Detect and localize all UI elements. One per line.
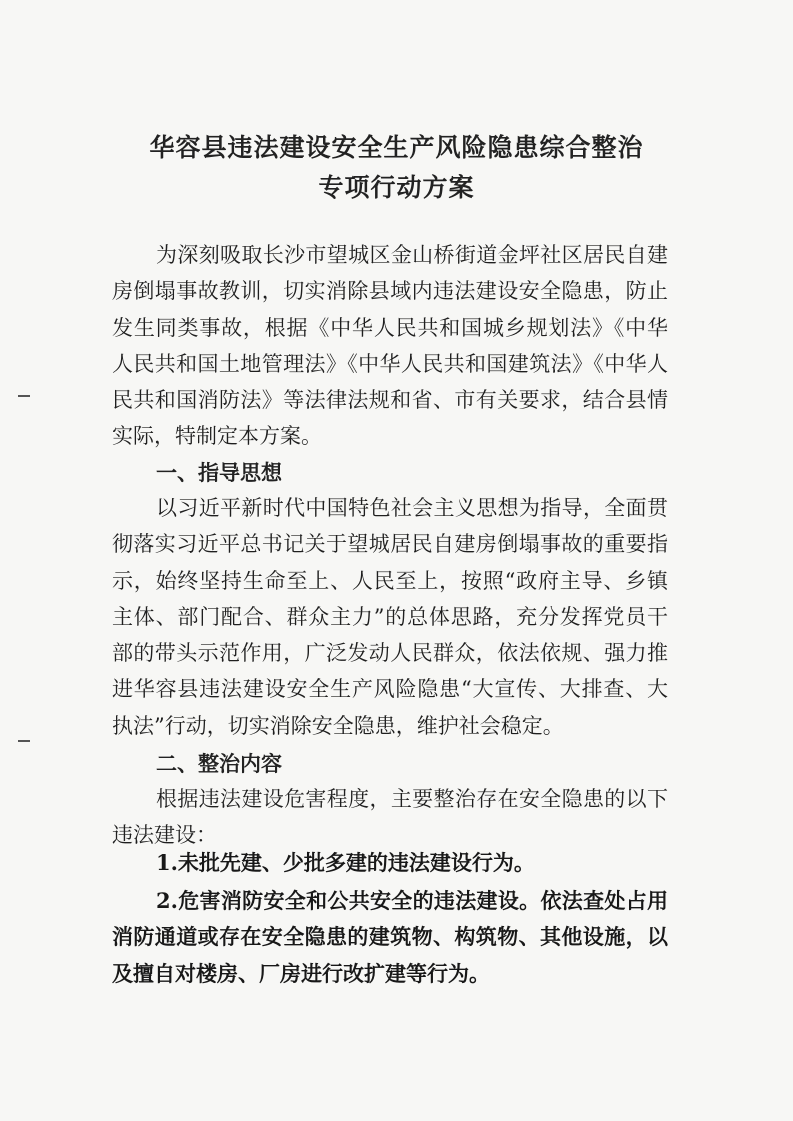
section1-heading: 一、指导思想 <box>156 461 282 485</box>
section2-paragraph: 根据违法建设危害程度，主要整治存在安全隐患的以下违法建设： <box>112 787 668 848</box>
section1-paragraph: 以习近平新时代中国特色社会主义思想为指导，全面贯彻落实习近平总书记关于望城居民自建房倒塌事故的重要指示，始终坚持生命至上、人民至上，按照“政府主导、乡镇主体、部门配合、群众主力”的总体思路，充分发挥党员干部的带头示范作用，广泛发动人民群众，依法依规、强力推进华容县违法建设安全生产风险隐患“大宣传、大排查、大执法”行动，切实消除安全隐患，维护社会稳定。 <box>112 496 668 738</box>
scan-mark <box>18 740 30 742</box>
scan-mark <box>18 395 30 397</box>
section2-heading: 二、整治内容 <box>156 752 282 776</box>
document-title-line1: 华容县违法建设安全生产风险隐患综合整治 <box>149 133 644 162</box>
intro-paragraph: 为深刻吸取长沙市望城区金山桥街道金坪社区居民自建房倒塌事故教训，切实消除县域内违法建设安全隐患，防止发生同类事故，根据《中华人民共和国城乡规划法》《中华人民共和国土地管理法》《中华人民共和国建筑法》《中华人民共和国消防法》等法律法规和省、市有关要求，结合县情实际，特制定本方案。 <box>112 243 668 449</box>
list-item-1: 1.未批先建、少批多建的违法建设行为。 <box>156 850 535 875</box>
document-title-line2: 专项行动方案 <box>318 173 475 202</box>
list-item-2: 2.危害消防安全和公共安全的违法建设。依法查处占用消防通道或存在安全隐患的建筑物、构筑物、其他设施，以及擅自对楼房、厂房进行改扩建等行为。 <box>112 888 668 986</box>
